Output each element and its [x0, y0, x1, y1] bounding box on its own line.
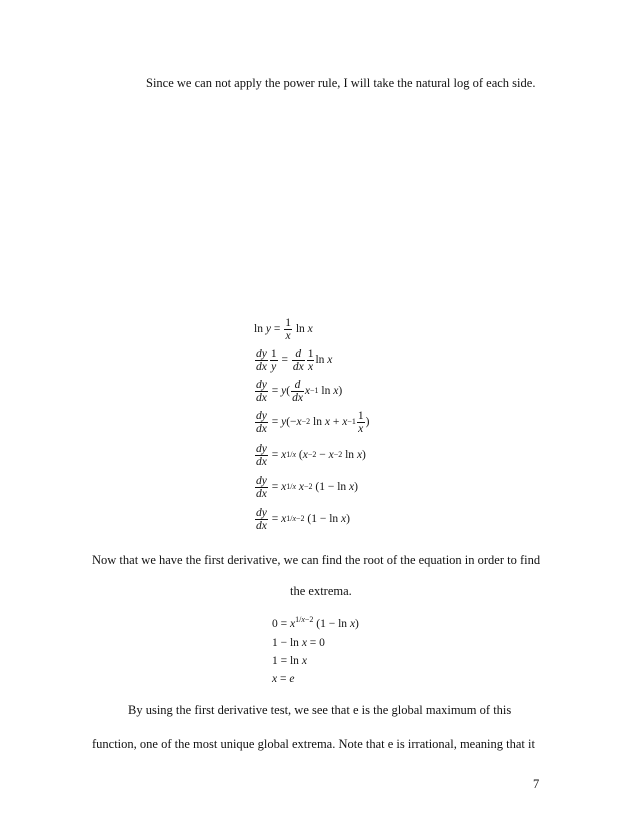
conclusion-line-2: function, one of the most unique global extrema. Note that e is irrational, meaning that it — [92, 737, 535, 751]
extrema-row-1: $0 = x^{1/x-2}$ (1 − ln x) — [272, 615, 359, 630]
equation-row-7: $\frac{dy}{dx}$ = x 1/x−2 (1 − ln x ) — [256, 506, 350, 532]
derivative-sentence-1: Now that we have the first derivative, we can find the root of the equation in order to find — [92, 553, 541, 567]
equation-row-2: $\frac{dy}{dx}$ $\frac{1}{y}$ = $\frac{d}{dx}$ $\frac{1}{x}$ ln x — [256, 347, 333, 373]
equation-row-1: ln y = $\frac{1}{x}$ ln x — [254, 316, 313, 342]
equation-row-5: $\frac{dy}{dx}$ = x 1/x ( x −2 − x −2 ln x ) — [256, 442, 366, 468]
conclusion-line-1: By using the first derivative test, we see that e is the global maximum of this — [128, 703, 512, 717]
equation-row-3: $\frac{dy}{dx}$ = y ( $\frac{d}{dx}$ x −1 ln x ) — [256, 378, 343, 404]
equation-row-6: $\frac{dy}{dx}$ = x 1/x x −2 (1 − ln x ) — [256, 474, 358, 500]
extrema-row-2: 1 − ln x = 0 — [272, 637, 325, 649]
extrema-row-4: x = e — [272, 673, 295, 685]
page-number: 7 — [533, 777, 540, 791]
extrema-row-3: 1 = ln x — [272, 655, 307, 667]
derivative-sentence-2: the extrema. — [290, 584, 352, 598]
equation-row-4: $\frac{dy}{dx}$ = y (− x −2 ln x + x −1 $\frac{1}{x}$ ) — [256, 409, 370, 435]
intro-sentence: Since we can not apply the power rule, I will take the natural log of each side. — [146, 76, 536, 90]
